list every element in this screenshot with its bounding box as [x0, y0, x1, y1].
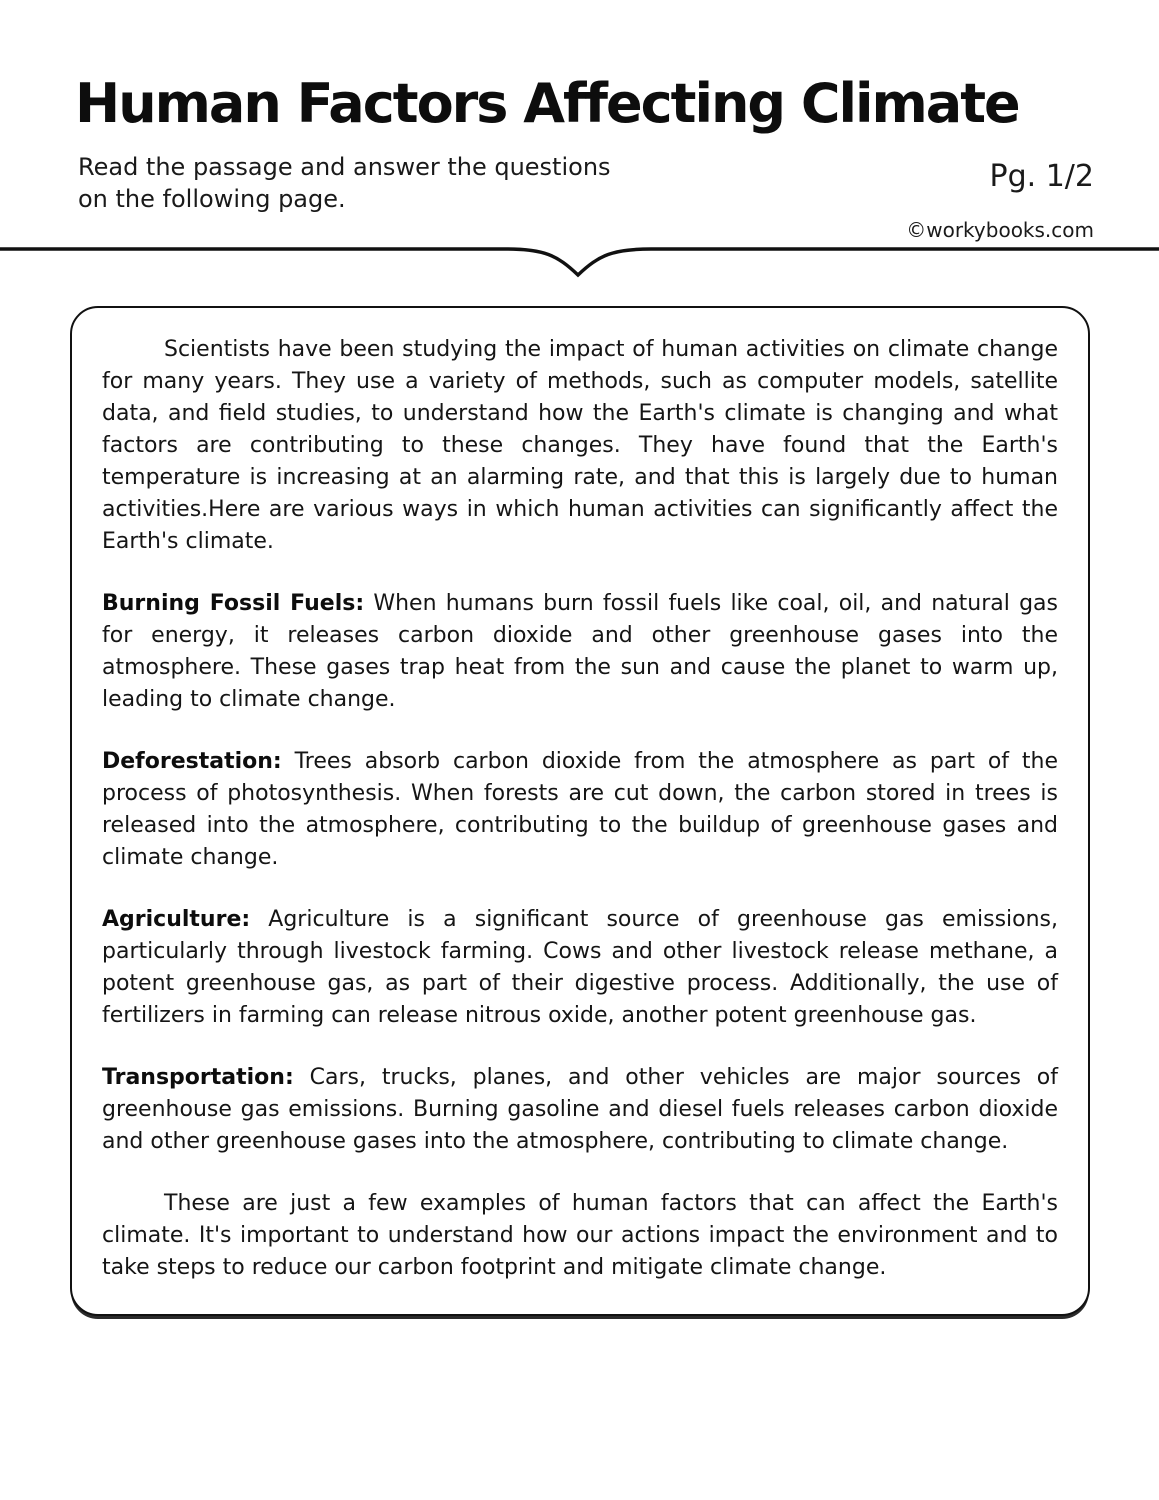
passage-box: [70, 306, 1090, 1316]
section-heading: Deforestation:: [102, 748, 282, 774]
section-heading: Burning Fossil Fuels:: [102, 590, 365, 616]
instructions-line-1: Read the passage and answer the questions: [78, 153, 611, 181]
worksheet-header: [0, 72, 1159, 242]
divider-chevron-down: [0, 244, 1159, 284]
section-body: Agriculture is a significant source of greenhouse gas emissions, particularly through livestock farming. Cows and other livestock release methane, a potent greenhouse gas, as part of their digestive process. Additionally, the use of fertilizers in farming can release nitrous oxide, another potent greenhouse gas.: [102, 906, 1058, 1028]
page-title: Human Factors Affecting Climate: [75, 72, 1019, 135]
intro-paragraph: Scientists have been studying the impact of human activities on climate change for many years. They use a variety of methods, such as computer models, satellite data, and field studies, to understand how the Earth's climate is changing and what factors are contributing to these changes. They have found that the Earth's temperature is increasing at an alarming rate, and that this is largely due to human activities.Here are various ways in which human activities can significantly affect the Earth's climate.: [102, 336, 1058, 554]
section-body: Trees absorb carbon dioxide from the atmosphere as part of the process of photosynthesis. When forests are cut down, the carbon stored in trees is released into the atmosphere, contributing to the buildup of greenhouse gases and climate change.: [102, 748, 1058, 870]
section-paragraph-transportation: [102, 1062, 1058, 1158]
section-heading: Transportation:: [102, 1064, 294, 1090]
section-paragraph-deforestation: [102, 746, 1058, 874]
section-heading: Agriculture:: [102, 906, 251, 932]
header-subrow: [0, 141, 1159, 216]
conclusion-paragraph: These are just a few examples of human factors that can affect the Earth's climate. It's important to understand how our actions impact the environment and to take steps to reduce our carbon footprint and mitigate climate change.: [102, 1190, 1058, 1280]
section-body: When humans burn fossil fuels like coal, oil, and natural gas for energy, it releases carbon dioxide and other greenhouse gases into the atmosphere. These gases trap heat from the sun and cause the planet to warm up, leading to climate change.: [102, 590, 1058, 712]
section-paragraph-burning-fossil-fuels: [102, 588, 1058, 716]
page-number-label: Pg. 1/2: [989, 159, 1094, 194]
copyright-label: ©workybooks.com: [906, 217, 1094, 242]
instructions-text: [78, 151, 611, 216]
instructions-line-2: on the following page.: [78, 185, 346, 214]
section-body: Cars, trucks, planes, and other vehicles are major sources of greenhouse gas emissions. Burning gasoline and diesel fuels releases carbon dioxide and other greenhouse gases into the atmosphere, contributing to climate change.: [102, 1064, 1058, 1154]
section-paragraph-agriculture: [102, 904, 1058, 1032]
